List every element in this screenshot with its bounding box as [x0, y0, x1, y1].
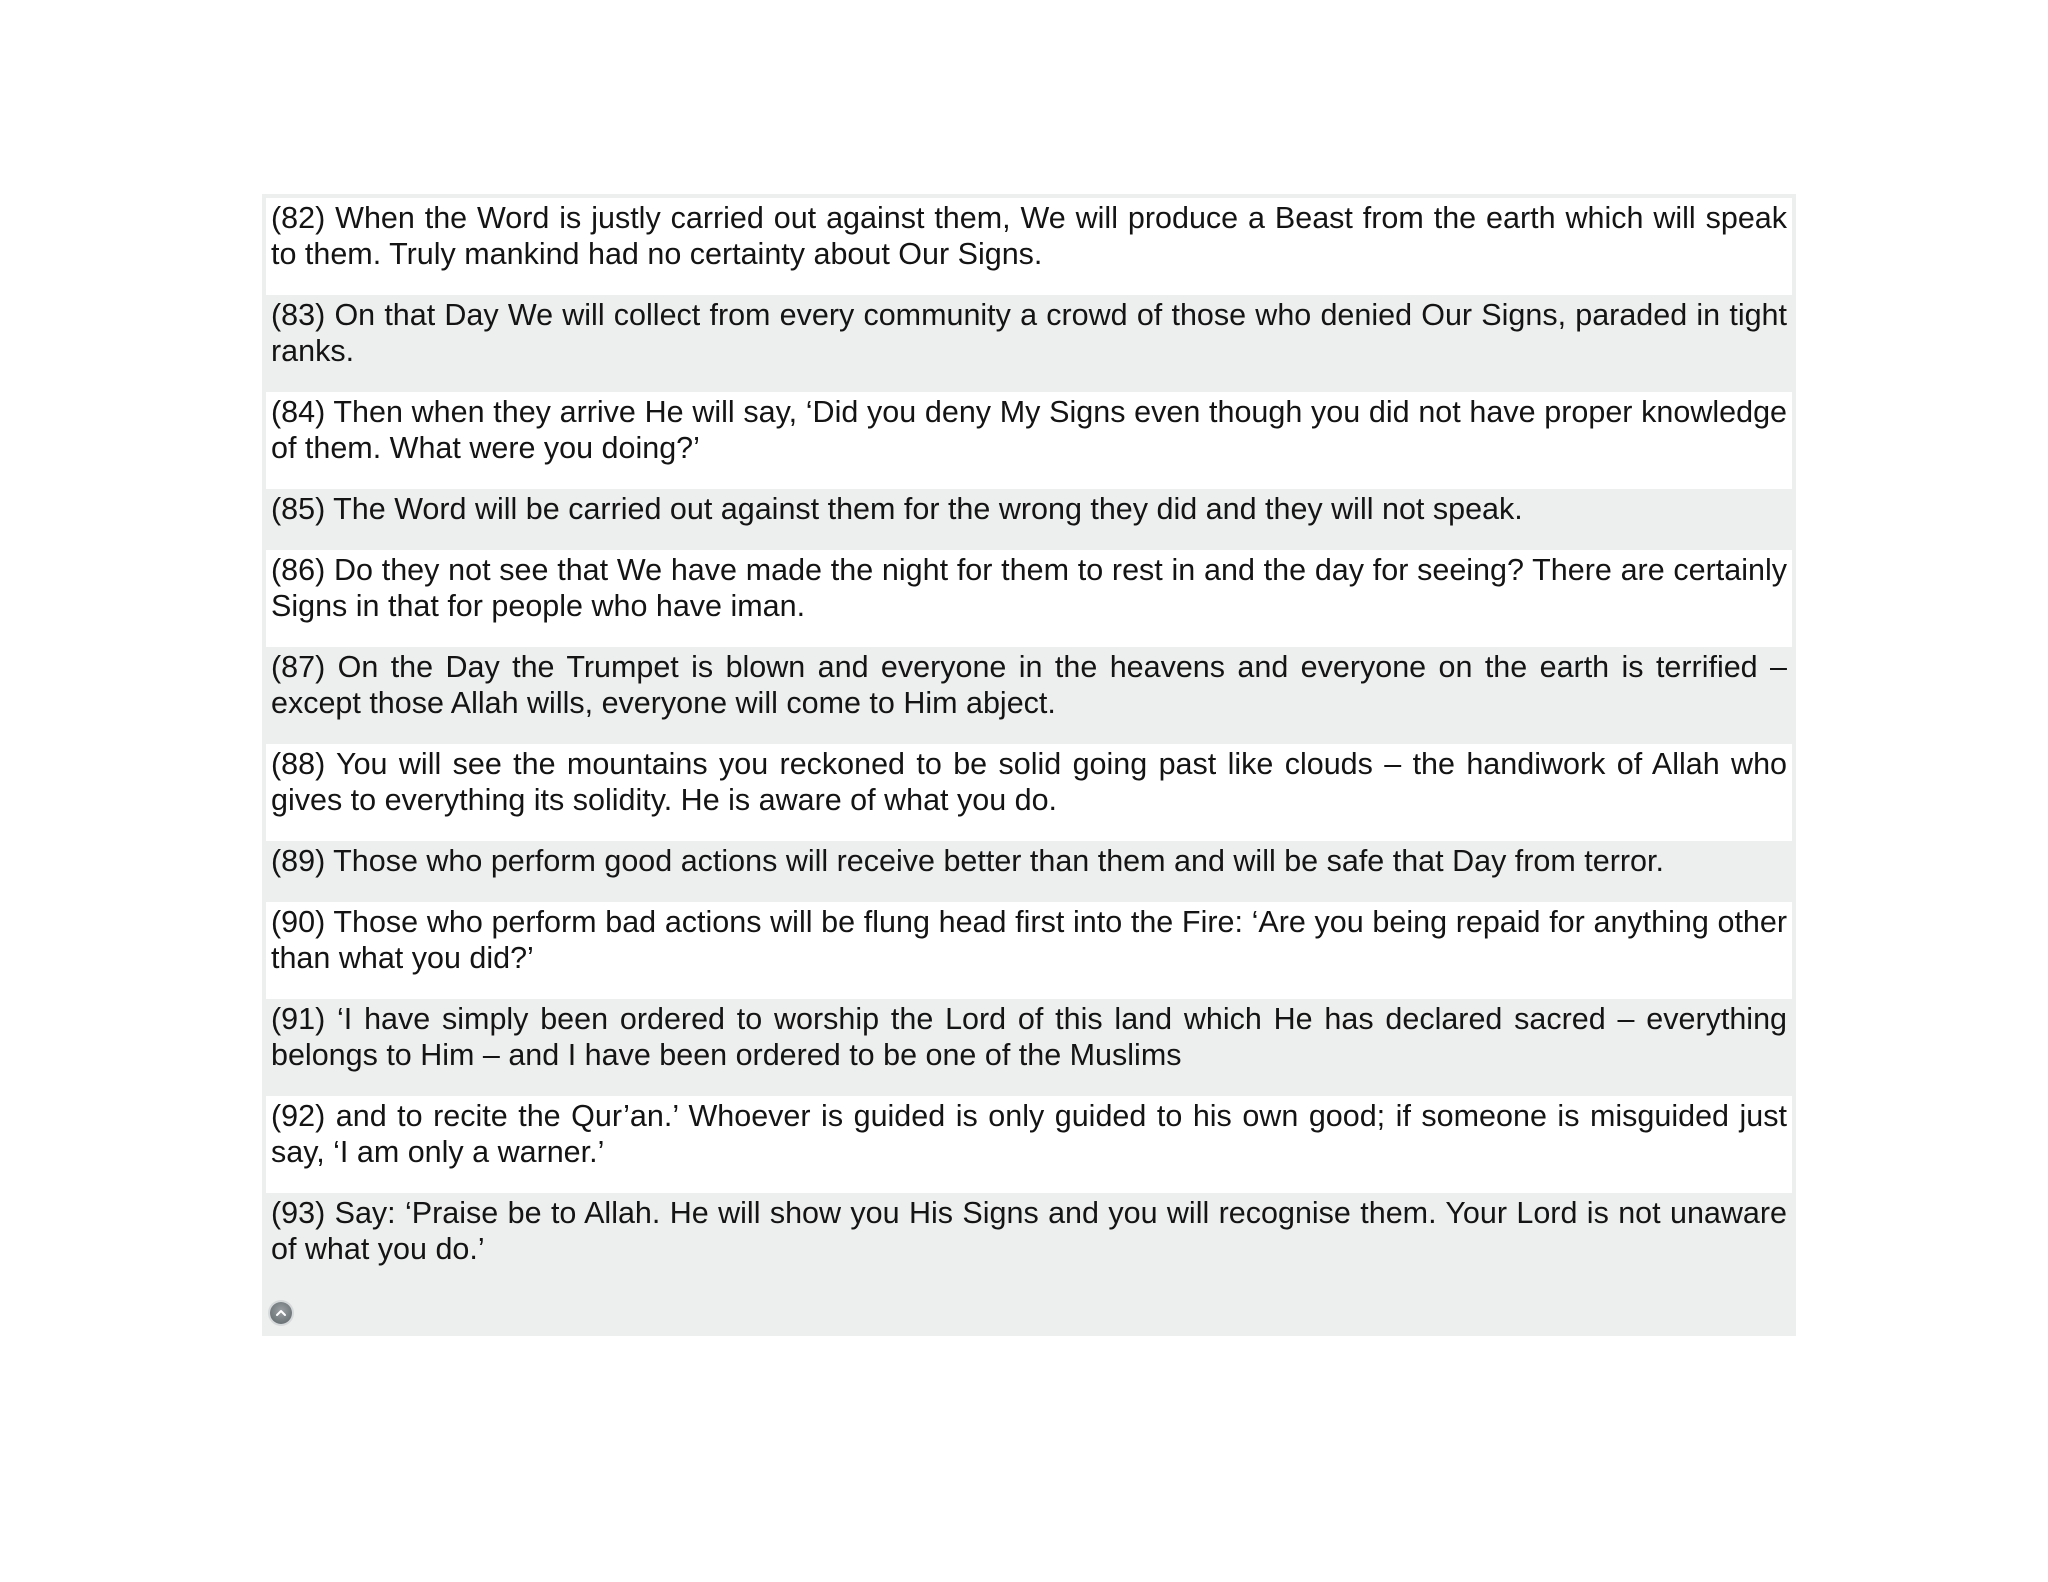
verse-86: (86) Do they not see that We have made the night for them to rest in and the day for seeing? There are certainly Signs in that for people who have iman.: [266, 550, 1792, 647]
verse-92: (92) and to recite the Qur’an.’ Whoever is guided is only guided to his own good; if someone is misguided just say, ‘I am only a warner.’: [266, 1096, 1792, 1193]
verse-89: (89) Those who perform good actions will receive better than them and will be safe that Day from terror.: [266, 841, 1792, 902]
verse-84: (84) Then when they arrive He will say, ‘Did you deny My Signs even though you did not have proper knowledge of them. What were you doing?’: [266, 392, 1792, 489]
verse-88: (88) You will see the mountains you reckoned to be solid going past like clouds – the handiwork of Allah who gives to everything its solidity. He is aware of what you do.: [266, 744, 1792, 841]
scroll-to-top-button[interactable]: [270, 1302, 292, 1324]
verse-83: (83) On that Day We will collect from every community a crowd of those who denied Our Signs, paraded in tight ranks.: [266, 295, 1792, 392]
verse-panel: [262, 194, 1796, 1336]
verse-85: (85) The Word will be carried out against them for the wrong they did and they will not speak.: [266, 489, 1792, 550]
verse-91: (91) ‘I have simply been ordered to worship the Lord of this land which He has declared sacred – everything belongs to Him – and I have been ordered to be one of the Muslims: [266, 999, 1792, 1096]
verse-list: [266, 198, 1792, 1290]
verse-93: (93) Say: ‘Praise be to Allah. He will show you His Signs and you will recognise them. Your Lord is not unaware of what you do.’: [266, 1193, 1792, 1290]
verse-87: (87) On the Day the Trumpet is blown and everyone in the heavens and everyone on the earth is terrified – except those Allah wills, everyone will come to Him abject.: [266, 647, 1792, 744]
chevron-up-icon: [275, 1308, 287, 1318]
verse-82: (82) When the Word is justly carried out against them, We will produce a Beast from the earth which will speak to them. Truly mankind had no certainty about Our Signs.: [266, 198, 1792, 295]
verse-90: (90) Those who perform bad actions will be flung head first into the Fire: ‘Are you being repaid for anything other than what you did?’: [266, 902, 1792, 999]
